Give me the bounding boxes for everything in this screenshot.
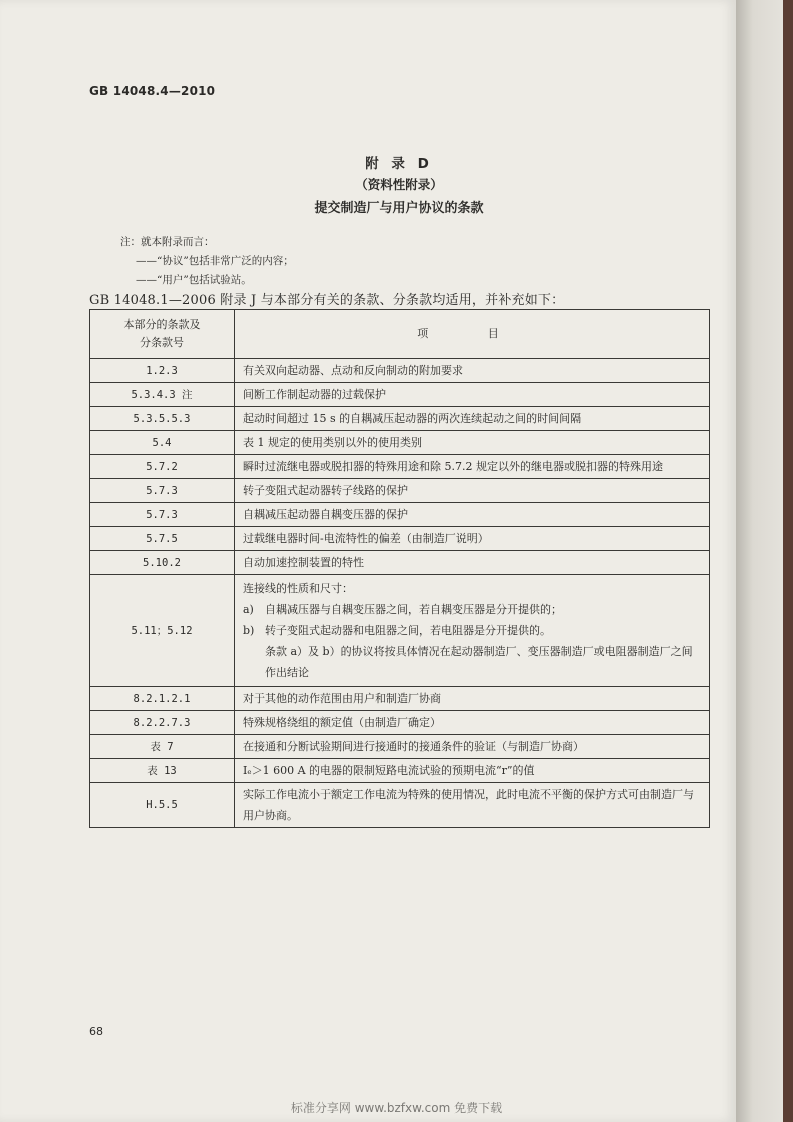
appendix-heading: 提交制造厂与用户协议的条款	[314, 201, 484, 216]
clause-cell: 5.7.3	[90, 479, 235, 503]
item-cell: 自耦减压起动器自耦变压器的保护	[235, 503, 710, 527]
table-row	[90, 479, 710, 503]
watermark-footer: 标准分享网 www.bzfxw.com 免费下载	[290, 1101, 503, 1115]
book-spine	[783, 0, 793, 1122]
item-cell: 转子变阻式起动器转子线路的保护	[235, 479, 710, 503]
table-row	[90, 527, 710, 551]
note-item: ——“协议”包括非常广泛的内容；	[136, 255, 294, 267]
table-row	[90, 383, 710, 407]
clause-cell: 5.11；5.12	[90, 575, 235, 687]
clause-cell: 表 7	[90, 735, 235, 759]
note-label: 注：就本附录而言：	[120, 236, 215, 248]
clause-cell: 8.2.1.2.1	[90, 687, 235, 711]
item-cell: 表 1 规定的使用类别以外的使用类别	[235, 431, 710, 455]
subclause-text: 转子变阻式起动器和电阻器之间，若电阻器是分开提供的。	[265, 624, 551, 637]
clause-cell: 5.7.5	[90, 527, 235, 551]
item-cell: 自动加速控制装置的特性	[235, 551, 710, 575]
subclause-key: a)	[243, 603, 254, 616]
clause-cell: 5.4	[90, 431, 235, 455]
table-row	[90, 687, 710, 711]
note-item: ——“用户”包括试验站。	[136, 274, 252, 286]
table-row	[90, 407, 710, 431]
table-row	[90, 575, 710, 687]
clause-cell: 表 13	[90, 759, 235, 783]
clause-cell: 5.3.4.3 注	[90, 383, 235, 407]
clause-cell: 8.2.2.7.3	[90, 711, 235, 735]
clause-cell: H.5.5	[90, 783, 235, 828]
note-block	[120, 233, 294, 290]
item-cell	[235, 575, 710, 687]
clause-table	[89, 309, 710, 828]
item-cell: 瞬时过流继电器或脱扣器的特殊用途和除 5.7.2 规定以外的继电器或脱扣器的特殊用途	[235, 455, 710, 479]
appendix-title: 附 录 D	[365, 156, 433, 172]
item-cell: 对于其他的动作范围由用户和制造厂协商	[235, 687, 710, 711]
table-row	[90, 431, 710, 455]
subclause-text: 自耦减压器与自耦变压器之间，若自耦变压器是分开提供的；	[265, 603, 562, 616]
table-row	[90, 455, 710, 479]
standard-code: GB 14048.4—2010	[89, 84, 216, 98]
subclause-key: b)	[243, 624, 255, 637]
item-cell: 过载继电器时间-电流特性的偏差（由制造厂说明）	[235, 527, 710, 551]
table-row	[90, 359, 710, 383]
table-header-clause	[90, 310, 235, 359]
appendix-type: （资料性附录）	[355, 177, 443, 192]
table-row	[90, 735, 710, 759]
clause-cell: 5.10.2	[90, 551, 235, 575]
clause-cell: 1.2.3	[90, 359, 235, 383]
item-continuation: 条款 a）及 b）的协议将按具体情况在起动器制造厂、变压器制造厂或电阻器制造厂之间作出结论	[265, 645, 693, 679]
item-subclause	[243, 599, 701, 620]
item-cell: 特殊规格绕组的额定值（由制造厂确定）	[235, 711, 710, 735]
item-line: 连接线的性质和尺寸：	[243, 582, 353, 595]
table-row	[90, 711, 710, 735]
header-text: 本部分的条款及	[123, 318, 201, 331]
item-cell: 实际工作电流小于额定工作电流为特殊的使用情况，此时电流不平衡的保护方式可由制造厂与用户协商。	[235, 783, 710, 828]
clause-cell: 5.3.5.5.3	[90, 407, 235, 431]
table-row	[90, 759, 710, 783]
item-cell: 间断工作制起动器的过载保护	[235, 383, 710, 407]
item-subclause	[243, 620, 701, 641]
item-cell: Iₑ＞1 600 A 的电器的限制短路电流试验的预期电流“r”的值	[235, 759, 710, 783]
page-edge	[736, 0, 793, 1122]
item-cell: 在接通和分断试验期间进行接通时的接通条件的验证（与制造厂协商）	[235, 735, 710, 759]
page-number: 68	[89, 1025, 103, 1038]
table-header-row	[90, 310, 710, 359]
header-text: 分条款号	[140, 336, 184, 349]
table-header-item: 项 目	[235, 310, 710, 359]
intro-paragraph: GB 14048.1—2006 附录 J 与本部分有关的条款、分条款均适用，并补充如下：	[89, 293, 565, 308]
item-cell: 起动时间超过 15 s 的自耦减压起动器的两次连续起动之间的时间间隔	[235, 407, 710, 431]
table-row	[90, 783, 710, 828]
table-row	[90, 503, 710, 527]
table-row	[90, 551, 710, 575]
item-cell: 有关双向起动器、点动和反向制动的附加要求	[235, 359, 710, 383]
clause-cell: 5.7.2	[90, 455, 235, 479]
clause-cell: 5.7.3	[90, 503, 235, 527]
